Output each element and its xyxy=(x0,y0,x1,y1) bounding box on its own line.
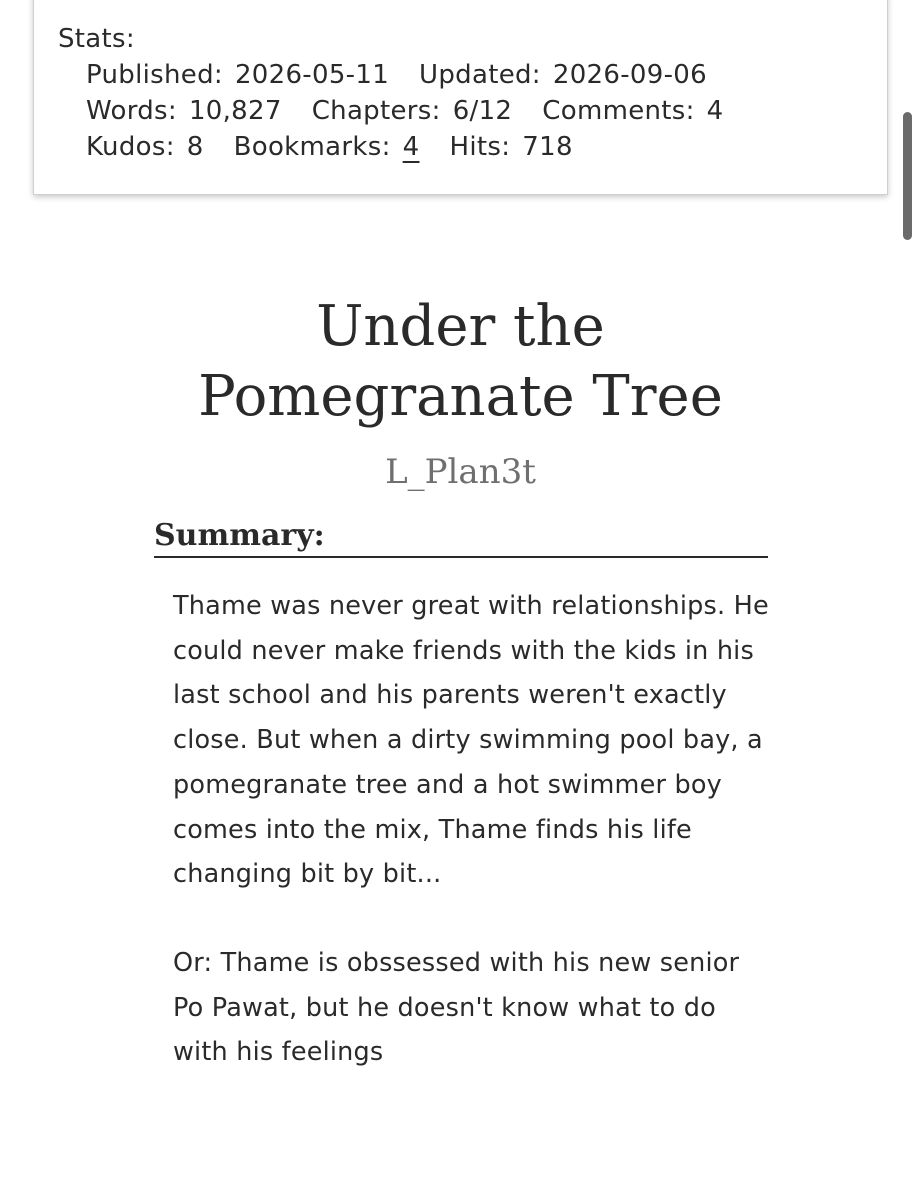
stat-comments-label: Comments: xyxy=(542,96,695,126)
stat-words xyxy=(86,93,282,129)
stat-kudos-value: 8 xyxy=(186,132,204,162)
stat-comments-value[interactable]: 4 xyxy=(706,96,724,126)
stat-chapters-label: Chapters: xyxy=(311,96,441,126)
stats-row-dates xyxy=(58,57,887,93)
stat-chapters-value: 6/12 xyxy=(452,96,513,126)
stat-words-label: Words: xyxy=(86,96,177,126)
work-title xyxy=(0,292,921,432)
stats-row-counts xyxy=(58,93,887,129)
stat-updated-value: 2026-09-06 xyxy=(552,60,707,90)
summary-paragraph-1: Thame was never great with relationships. He could never make friends with the kids in his last school and his parents weren't exactly close. But when a dirty swimming pool bay, a pomegranate tree and a hot swimmer boy comes into the mix, Thame finds his life changing bit by bit... xyxy=(173,591,769,890)
stat-comments[interactable] xyxy=(542,93,723,129)
stat-words-value: 10,827 xyxy=(188,96,282,126)
stat-hits-value: 718 xyxy=(522,132,573,162)
stat-published xyxy=(86,57,389,93)
stat-bookmarks-label: Bookmarks: xyxy=(233,132,391,162)
stat-kudos-label: Kudos: xyxy=(86,132,175,162)
stat-published-value: 2026-05-11 xyxy=(234,60,390,90)
summary-text xyxy=(173,584,773,1119)
stat-updated-label: Updated: xyxy=(419,60,541,90)
stats-row-engagement xyxy=(58,129,887,165)
scrollbar-thumb[interactable] xyxy=(903,112,912,240)
stat-updated xyxy=(419,57,707,93)
stat-hits xyxy=(449,129,572,165)
bookmarks-link[interactable]: 4 xyxy=(402,132,420,162)
stat-kudos xyxy=(86,129,204,165)
stat-published-label: Published: xyxy=(86,60,223,90)
author-name[interactable]: L_Plan3t xyxy=(385,452,536,492)
stats-heading: Stats: xyxy=(58,24,135,54)
summary-paragraph-2: Or: Thame is obssessed with his new senior Po Pawat, but he doesn't know what to do with his feelings xyxy=(173,947,740,1068)
stat-bookmarks xyxy=(234,129,420,165)
stats-panel xyxy=(33,0,888,195)
stat-chapters xyxy=(312,93,513,129)
summary-heading: Summary: xyxy=(154,516,768,558)
work-title-line-1: Under the xyxy=(316,294,605,359)
work-title-line-2: Pomegranate Tree xyxy=(198,364,723,429)
stat-hits-label: Hits: xyxy=(449,132,511,162)
